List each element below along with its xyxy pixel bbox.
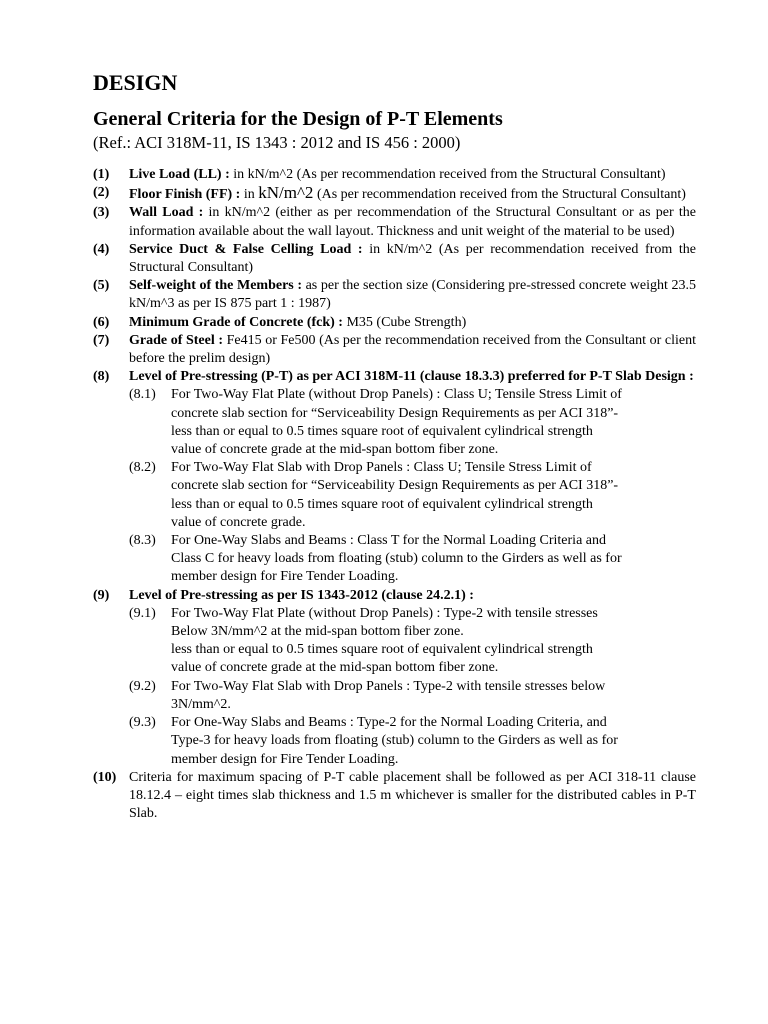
item-number: (9) — [93, 587, 110, 603]
item-number: (2) — [93, 185, 110, 201]
item-label: Level of Pre-stressing as per IS 1343-2012 (clause 24.2.1) : — [129, 587, 474, 603]
sub-item-number: (8.1) — [129, 387, 156, 403]
sub-item-number: (8.2) — [129, 460, 156, 476]
list-item — [93, 314, 696, 332]
item-label: Service Duct & False Celling Load : — [129, 241, 363, 257]
item-number: (1) — [93, 167, 110, 182]
item-text: in — [240, 187, 259, 203]
list-item — [93, 184, 696, 204]
item-label: Wall Load : — [129, 205, 204, 221]
item-label: Floor Finish (FF) : — [129, 187, 241, 203]
sub-item-line: 3N/mm^2. — [171, 696, 231, 712]
item-label: Self-weight of the Members : — [129, 278, 302, 294]
sub-item-line: value of concrete grade at the mid-span bottom fiber zone. — [171, 660, 499, 676]
sub-item-number: (9.3) — [129, 715, 156, 731]
item-number: (8) — [93, 369, 110, 385]
sublist-8 — [129, 386, 696, 586]
sub-item-line: For One-Way Slabs and Beams : Type-2 for the Normal Loading Criteria, and — [171, 715, 607, 731]
sub-item — [129, 386, 696, 459]
list-item — [93, 241, 696, 277]
reference-line: (Ref.: ACI 318M-11, IS 1343 : 2012 and IS 456 : 2000) — [93, 133, 461, 152]
sub-item-number: (8.3) — [129, 533, 156, 549]
sub-item-line: concrete slab section for “Serviceability Design Requirements as per ACI 318”- — [171, 478, 619, 494]
item-label: Minimum Grade of Concrete (fck) : — [129, 314, 343, 330]
sub-item — [129, 678, 696, 714]
item-text: (As per recommendation received from the Structural Consultant) — [293, 167, 666, 182]
item-label: Level of Pre-stressing (P-T) as per ACI 318M-11 (clause 18.3.3) preferred for P-T Slab Design : — [129, 369, 694, 385]
item-label: Grade of Steel : — [129, 332, 224, 348]
list-item — [93, 769, 696, 824]
sub-item-line: less than or equal to 0.5 times square root of equivalent cylindrical strength — [171, 423, 593, 439]
sub-item-line: Class C for heavy loads from floating (stub) column to the Girders as well as for — [171, 551, 622, 567]
item-number: (10) — [93, 769, 117, 785]
item-text: Criteria for maximum spacing of P-T cable placement shall be followed as per ACI 318-11 clause 18.12.4 – eight times slab thickness and 1.5 m whichever is smaller for the distributed cables in P-T Slab. — [129, 769, 696, 822]
sub-item-line: For Two-Way Flat Slab with Drop Panels : Class U; Tensile Stress Limit of — [171, 460, 592, 476]
list-item — [93, 166, 696, 184]
page-title: DESIGN — [93, 70, 178, 95]
item-unit: kN/m^2 — [258, 183, 314, 203]
item-text: M35 (Cube Strength) — [342, 314, 467, 330]
item-label: Live Load (LL) : — [129, 167, 230, 182]
sub-item-line: For Two-Way Flat Slab with Drop Panels : Type-2 with tensile stresses below — [171, 678, 606, 694]
sub-item-line: For Two-Way Flat Plate (without Drop Panels) : Class U; Tensile Stress Limit of — [171, 387, 622, 403]
sub-item-number: (9.1) — [129, 605, 156, 621]
list-item — [93, 277, 696, 313]
sub-item-line: Below 3N/mm^2 at the mid-span bottom fiber zone. — [171, 624, 464, 640]
sub-item-line: value of concrete grade at the mid-span bottom fiber zone. — [171, 442, 499, 458]
item-number: (4) — [93, 241, 110, 257]
sub-item-line: less than or equal to 0.5 times square root of equivalent cylindrical strength — [171, 496, 593, 512]
sub-item-line: member design for Fire Tender Loading. — [171, 751, 399, 767]
item-text: (As per recommendation received from the Structural Consultant) — [313, 187, 686, 203]
sub-item-line: For Two-Way Flat Plate (without Drop Panels) : Type-2 with tensile stresses — [171, 605, 598, 621]
sub-item-line: member design for Fire Tender Loading. — [171, 569, 399, 585]
item-number: (7) — [93, 332, 110, 348]
item-text: in kN/m^2 (As per recommendation received from the Structural Consultant) — [129, 241, 696, 276]
sub-item-line: For One-Way Slabs and Beams : Class T for the Normal Loading Criteria and — [171, 533, 606, 549]
sub-item — [129, 459, 696, 532]
item-text: in kN/m^2 — [229, 167, 294, 182]
item-text: Fe415 or Fe500 (As per the recommendation received from the Consultant or client before the prelim design) — [129, 332, 696, 367]
sub-item-number: (9.2) — [129, 678, 156, 694]
section-heading: General Criteria for the Design of P-T Elements — [93, 108, 503, 130]
list-item — [93, 204, 696, 240]
sub-item-line: concrete slab section for “Serviceability Design Requirements as per ACI 318”- — [171, 405, 619, 421]
item-text: as per the section size (Considering pre-stressed concrete weight 23.5 kN/m^3 as per IS 875 part 1 : 1987) — [129, 278, 696, 312]
sub-item — [129, 605, 696, 678]
list-item — [93, 332, 696, 368]
item-text: in kN/m^2 (either as per recommendation of the Structural Consultant or as per the information available about the wall layout. Thickness and unit weight of the material to be used) — [129, 205, 696, 239]
item-number: (3) — [93, 205, 110, 221]
list-item — [93, 368, 696, 586]
sub-item — [129, 714, 696, 769]
item-number: (6) — [93, 314, 110, 330]
list-item — [93, 587, 696, 769]
sub-item-line: Type-3 for heavy loads from floating (stub) column to the Girders as well as for — [171, 733, 618, 749]
item-number: (5) — [93, 278, 110, 294]
sub-item-line: value of concrete grade. — [171, 514, 306, 530]
criteria-list — [93, 166, 696, 823]
sub-item — [129, 532, 696, 587]
sub-item-line: less than or equal to 0.5 times square root of equivalent cylindrical strength — [171, 642, 593, 658]
sublist-9 — [129, 605, 696, 769]
